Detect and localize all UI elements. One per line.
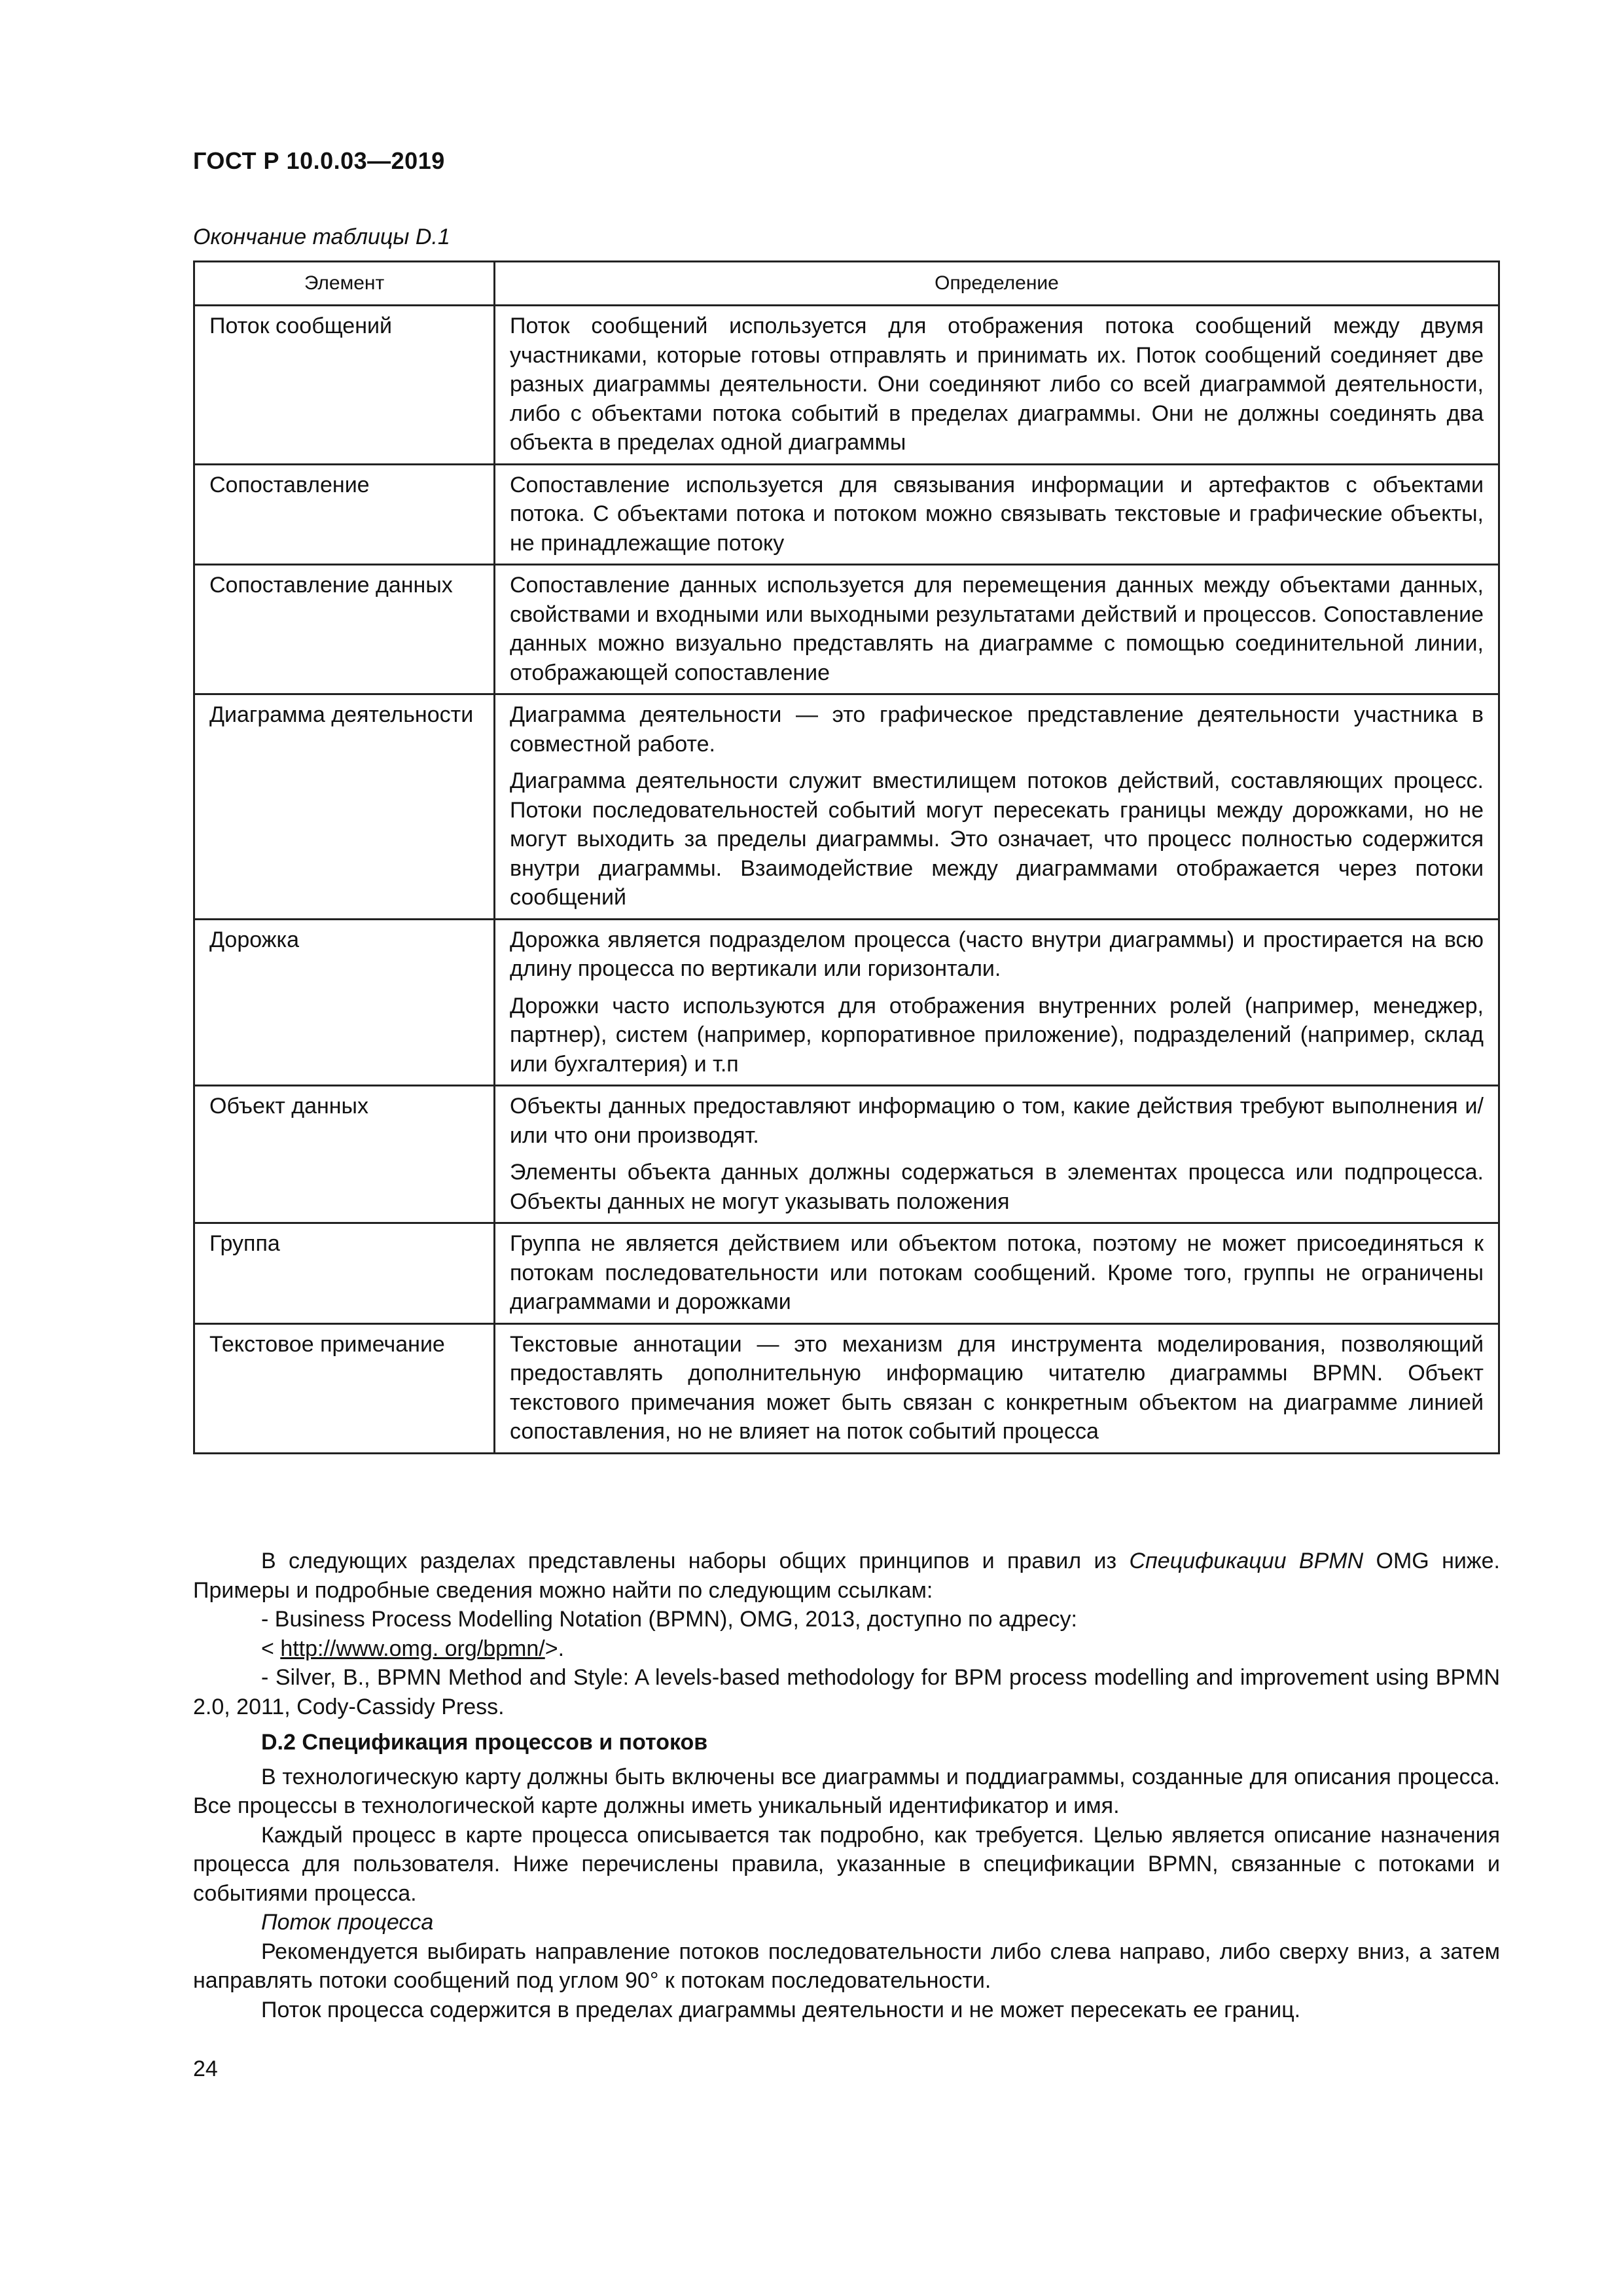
subheading: Поток процесса [261, 1910, 434, 1935]
reference-1-link-line: < http://www.omg. org/bpmn/>. [261, 1636, 565, 1661]
definitions-table [193, 260, 1500, 1454]
column-header-element: Элемент [194, 262, 495, 306]
element-cell: Группа [194, 1223, 495, 1324]
reference-1: - Business Process Modelling Notation (BPMN), OMG, 2013, доступно по адресу: [261, 1607, 1077, 1632]
table-caption: Окончание таблицы D.1 [193, 224, 450, 249]
definition-text: Поток сообщений используется для отображения потока сообщений между двумя участниками, которые готовы отправлять и принимать их. Поток сообщений соединяет две разных диаграммы деятельности. Они соединяют либо со всей диаграммой деятельности, либо с объектами потока событий в пределах диаграммы. Они не должны соединять два объекта в пределах одной диаграммы [510, 314, 1484, 455]
element-cell: Текстовое примечание [194, 1323, 495, 1453]
table-row [194, 1323, 1499, 1453]
table-header-row [194, 262, 1499, 306]
definition-cell [495, 1086, 1499, 1223]
definition-text: Дорожка является подразделом процесса (часто внутри диаграммы) и простирается на всю длину процесса по вертикали или горизонтали. [510, 927, 1484, 981]
definition-text: Элементы объекта данных должны содержаться в элементах процесса или подпроцесса. Объекты данных не могут указывать положения [510, 1160, 1484, 1214]
definition-text: Объекты данных предоставляют информацию о том, какие действия требуют выполнения и/или что они производят. [510, 1094, 1484, 1148]
table-row [194, 694, 1499, 920]
element-cell: Дорожка [194, 919, 495, 1086]
table-row [194, 464, 1499, 565]
table-row [194, 919, 1499, 1086]
definition-cell [495, 919, 1499, 1086]
definition-text: Дорожки часто используются для отображения внутренних ролей (например, менеджер, партнер), систем (например, корпоративное приложение), подразделений (например, склад или бухгалтерия) и т.п [510, 993, 1484, 1077]
definition-text: Сопоставление используется для связывания информации и артефактов с объектами потока. С объектами потока и потоком можно связывать текстовые и графические объекты, не принадлежащие потоку [510, 472, 1484, 556]
definition-cell [495, 464, 1499, 565]
paragraph: Поток процесса содержится в пределах диаграммы деятельности и не может пересекать ее границ. [261, 1997, 1301, 2022]
document-header: ГОСТ Р 10.0.03—2019 [193, 147, 445, 174]
table-row [194, 306, 1499, 465]
definition-cell [495, 1323, 1499, 1453]
element-cell: Сопоставление [194, 464, 495, 565]
definition-text: Группа не является действием или объектом потока, поэтому не может присоединяться к потокам последовательности или потокам сообщений. Кроме того, группы не ограничены диаграммами и дорожками [510, 1231, 1484, 1314]
definition-text: Диаграмма деятельности служит вместилищем потоков действий, составляющих процесс. Потоки последовательностей событий могут пересекать границы между дорожками, но не могут выходить за пределы диаграммы. Это означает, что процесс полностью содержится внутри диаграммы. Взаимодействие между диаграммами отображается через потоки сообщений [510, 768, 1484, 910]
paragraph: Рекомендуется выбирать направление потоков последовательности либо слева направо, либо сверху вниз, а затем направлять потоки сообщений под углом 90° к потокам последовательности. [193, 1939, 1500, 1993]
section-title: D.2 Спецификация процессов и потоков [261, 1730, 708, 1755]
definition-cell [495, 565, 1499, 694]
table-row [194, 565, 1499, 694]
page-number: 24 [193, 2056, 218, 2081]
reference-2: - Silver, B., BPMN Method and Style: A levels-based methodology for BPM process modelling and improvement using BPMN 2.0, 2011, Cody-Cassidy Press. [193, 1665, 1500, 1719]
column-header-definition: Определение [495, 262, 1499, 306]
table-row [194, 1223, 1499, 1324]
definition-cell [495, 306, 1499, 465]
definition-text: Сопоставление данных используется для перемещения данных между объектами данных, свойствами и входными или выходными результатами действий и процессов. Сопоставление данных можно визуально представлять на диаграмме с помощью соединительной линии, отображающей сопоставление [510, 573, 1484, 685]
paragraph: В технологическую карту должны быть включены все диаграммы и поддиаграммы, созданные для описания процесса. Все процессы в технологической карте должны иметь уникальный идентификатор и имя. [193, 1764, 1500, 1818]
bpmn-link[interactable]: http://www.omg. org/bpmn/ [280, 1636, 545, 1661]
paragraph: Каждый процесс в карте процесса описывается так подробно, как требуется. Целью является описание назначения процесса для пользователя. Ниже перечислены правила, указанные в спецификации BPMN, связанные с потоками и событиями процесса. [193, 1822, 1500, 1906]
definition-cell [495, 694, 1499, 920]
table-row [194, 1086, 1499, 1223]
element-cell: Диаграмма деятельности [194, 694, 495, 920]
definition-text: Текстовые аннотации — это механизм для инструмента моделирования, позволяющий предоставлять дополнительную информацию читателю диаграммы BPMN. Объект текстового примечания может быть связан с конкретным объектом на диаграмме линией сопоставления, но не влияет на поток событий процесса [510, 1331, 1484, 1444]
definition-text: Диаграмма деятельности — это графическое представление деятельности участника в совместной работе. [510, 702, 1484, 757]
spec-name: Спецификации BPMN [1129, 1549, 1364, 1573]
body-text [193, 1547, 1500, 2024]
element-cell: Поток сообщений [194, 306, 495, 465]
element-cell: Сопоставление данных [194, 565, 495, 694]
intro-paragraph: В следующих разделах представлены наборы общих принципов и правил из Спецификации BPMN OMG ниже. Примеры и подробные сведения можно найти по следующим ссылкам: [193, 1549, 1500, 1603]
definition-cell [495, 1223, 1499, 1324]
element-cell: Объект данных [194, 1086, 495, 1223]
